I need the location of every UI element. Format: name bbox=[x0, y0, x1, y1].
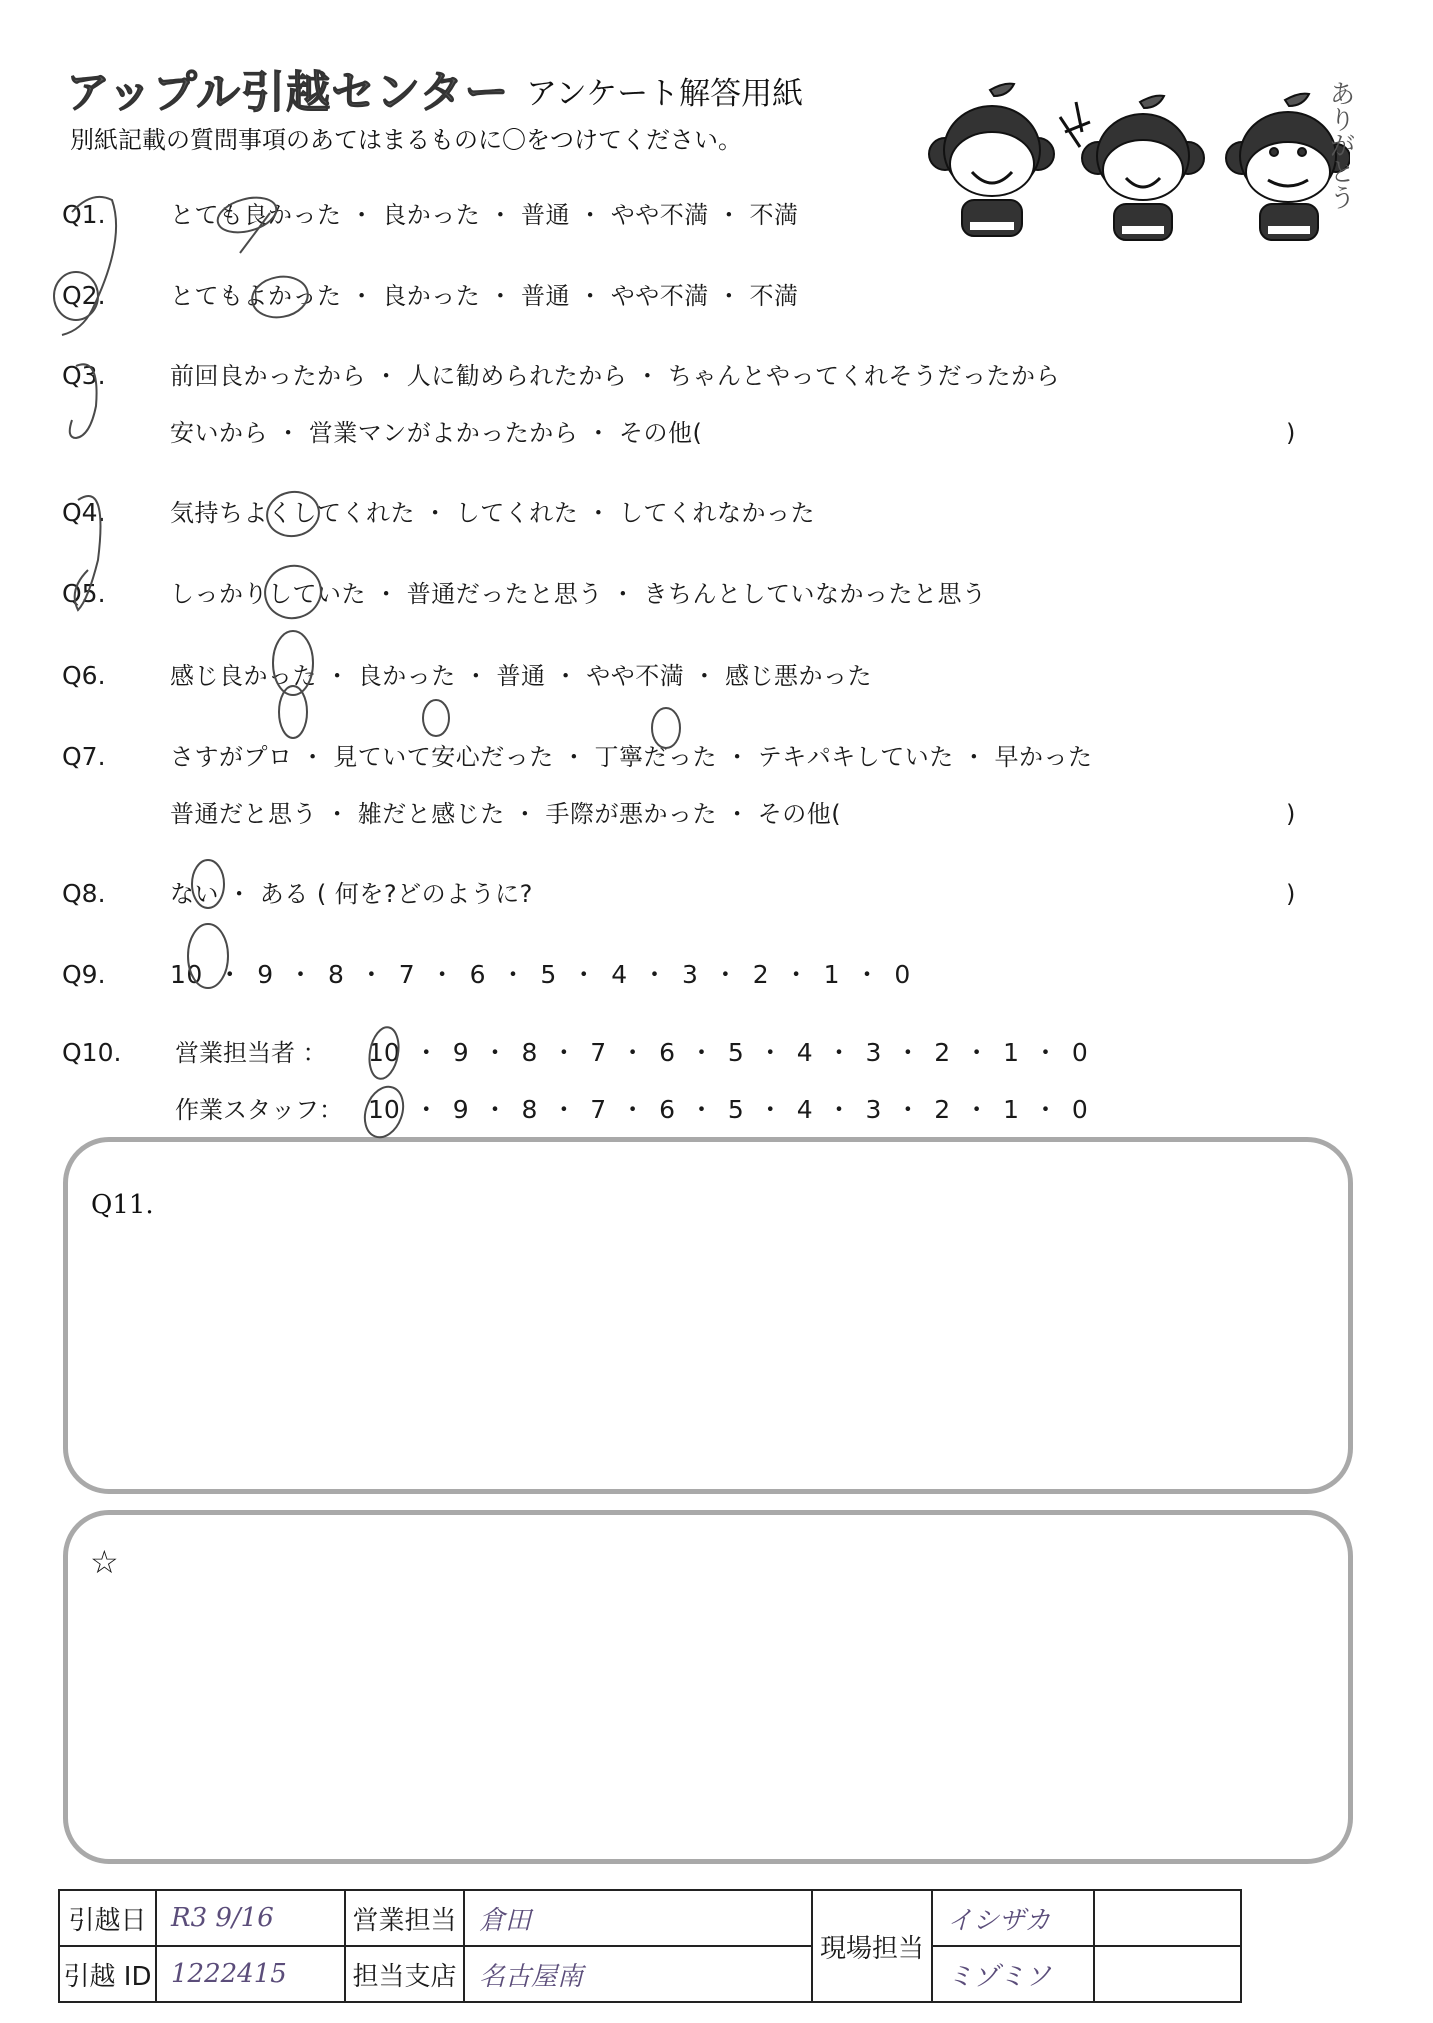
site-staff-1[interactable]: イシザカ bbox=[932, 1890, 1094, 1946]
q11-comment-box[interactable] bbox=[63, 1137, 1353, 1494]
q7-options-line2[interactable]: 普通だと思う ・ 雑だと感じた ・ 手際が悪かった ・ その他( bbox=[170, 800, 842, 828]
q1-label: Q1. bbox=[62, 200, 106, 229]
company-title: アップル引越センター bbox=[66, 67, 510, 118]
mascot-icon bbox=[1060, 96, 1204, 240]
move-id-label: 引越 ID bbox=[59, 1946, 156, 2002]
q1-options[interactable]: とても良かった ・ 良かった ・ 普通 ・ やや不満 ・ 不満 bbox=[170, 201, 799, 229]
thanks-text: ありがとう bbox=[1325, 80, 1355, 210]
move-date-value[interactable]: R3 9/16 bbox=[156, 1890, 345, 1946]
q3-options[interactable]: 前回良かったから ・ 人に勧められたから ・ ちゃんとやってくれそうだったから bbox=[170, 362, 1061, 390]
mascot-illustration bbox=[890, 62, 1350, 252]
q2-label: Q2. bbox=[62, 281, 106, 310]
q3-options-line2[interactable]: 安いから ・ 営業マンがよかったから ・ その他( bbox=[170, 419, 703, 447]
site-staff-extra-1[interactable] bbox=[1094, 1890, 1241, 1946]
q6-options[interactable]: 感じ良かった ・ 良かった ・ 普通 ・ やや不満 ・ 感じ悪かった bbox=[170, 662, 873, 690]
q10-sales-label: 営業担当者 ： bbox=[175, 1039, 327, 1067]
q8-options[interactable]: ない ・ ある ( 何を?どのように? bbox=[170, 880, 533, 908]
site-staff-2[interactable]: ミゾミソ bbox=[932, 1946, 1094, 2002]
q8-close: ) bbox=[1286, 880, 1296, 908]
q7-options[interactable]: さすがプロ ・ 見ていて安心だった ・ 丁寧だった ・ テキパキしていた ・ 早かった bbox=[170, 743, 1093, 771]
sales-rep-label: 営業担当 bbox=[345, 1890, 464, 1946]
circle-mark-icon bbox=[279, 686, 307, 738]
q2-options[interactable]: とてもよかった ・ 良かった ・ 普通 ・ やや不満 ・ 不満 bbox=[170, 282, 799, 310]
q3-label: Q3. bbox=[62, 361, 106, 390]
q11-label: Q11. bbox=[91, 1190, 154, 1220]
star-icon: ☆ bbox=[90, 1543, 119, 1581]
move-date-label: 引越日 bbox=[59, 1890, 156, 1946]
q4-options[interactable]: 気持ちよくしてくれた ・ してくれた ・ してくれなかった bbox=[170, 499, 816, 527]
q9-label: Q9. bbox=[62, 960, 106, 989]
q7-other-close: ) bbox=[1286, 800, 1296, 828]
q4-label: Q4. bbox=[62, 498, 106, 527]
move-id-value[interactable]: 1222415 bbox=[156, 1946, 345, 2002]
q5-label: Q5. bbox=[62, 579, 106, 608]
circle-mark-icon bbox=[423, 700, 449, 736]
q7-label: Q7. bbox=[62, 742, 106, 771]
branch-label: 担当支店 bbox=[345, 1946, 464, 2002]
form-title: アンケート解答用紙 bbox=[526, 76, 804, 112]
q6-label: Q6. bbox=[62, 661, 106, 690]
branch-value[interactable]: 名古屋南 bbox=[464, 1946, 812, 2002]
q10-staff-label: 作業スタッフ： bbox=[175, 1096, 343, 1124]
q8-label: Q8. bbox=[62, 879, 106, 908]
instruction-text: 別紙記載の質問事項のあてはまるものに〇をつけてください。 bbox=[70, 126, 742, 154]
q10-label: Q10. bbox=[62, 1038, 122, 1067]
site-staff-extra-2[interactable] bbox=[1094, 1946, 1241, 2002]
q10-staff-scale[interactable]: 10 ・ 9 ・ 8 ・ 7 ・ 6 ・ 5 ・ 4 ・ 3 ・ 2 ・ 1 ・ 0 bbox=[368, 1095, 1088, 1124]
q5-options[interactable]: しっかりしていた ・ 普通だったと思う ・ きちんとしていなかったと思う bbox=[170, 580, 987, 608]
mascot-icon bbox=[929, 84, 1054, 236]
move-info-table bbox=[58, 1889, 1242, 2003]
q9-scale[interactable]: 10 ・ 9 ・ 8 ・ 7 ・ 6 ・ 5 ・ 4 ・ 3 ・ 2 ・ 1 ・ 0 bbox=[170, 960, 911, 989]
site-staff-label: 現場担当 bbox=[812, 1890, 932, 2002]
q10-sales-scale[interactable]: 10 ・ 9 ・ 8 ・ 7 ・ 6 ・ 5 ・ 4 ・ 3 ・ 2 ・ 1 ・ 0 bbox=[368, 1038, 1088, 1067]
free-comment-box[interactable] bbox=[63, 1510, 1353, 1864]
q3-other-close: ) bbox=[1286, 419, 1296, 447]
sales-rep-value[interactable]: 倉田 bbox=[464, 1890, 812, 1946]
